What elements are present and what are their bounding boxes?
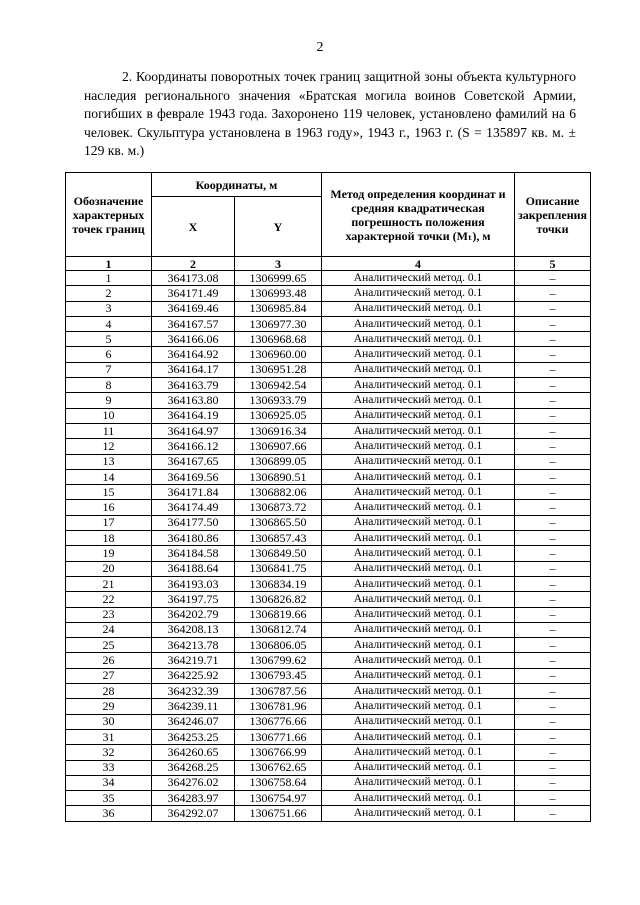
y-coordinate-cell: 1306751.66: [235, 806, 322, 821]
y-coordinate-cell: 1306907.66: [235, 439, 322, 454]
method-cell: Аналитический метод. 0.1: [322, 515, 515, 530]
y-coordinate-cell: 1306865.50: [235, 515, 322, 530]
table-row: [66, 546, 591, 561]
point-number-cell: 5: [66, 332, 152, 347]
point-number-cell: 1: [66, 271, 152, 286]
method-cell: Аналитический метод. 0.1: [322, 607, 515, 622]
method-cell: Аналитический метод. 0.1: [322, 347, 515, 362]
description-cell: –: [515, 684, 591, 699]
point-number-cell: 32: [66, 745, 152, 760]
y-coordinate-cell: 1306793.45: [235, 668, 322, 683]
point-number-cell: 13: [66, 454, 152, 469]
method-cell: Аналитический метод. 0.1: [322, 653, 515, 668]
description-cell: –: [515, 607, 591, 622]
table-row: [66, 500, 591, 515]
x-coordinate-cell: 364197.75: [152, 592, 235, 607]
table-row: [66, 271, 591, 286]
description-cell: –: [515, 638, 591, 653]
point-number-cell: 22: [66, 592, 152, 607]
header-method: Метод определения координат и средняя квадратическая погрешность положения характерной точки (Mₜ), м: [322, 173, 515, 257]
description-cell: –: [515, 668, 591, 683]
description-cell: –: [515, 576, 591, 591]
y-coordinate-cell: 1306841.75: [235, 561, 322, 576]
method-cell: Аналитический метод. 0.1: [322, 622, 515, 637]
table-row: [66, 699, 591, 714]
description-cell: –: [515, 760, 591, 775]
point-number-cell: 7: [66, 362, 152, 377]
method-cell: Аналитический метод. 0.1: [322, 301, 515, 316]
description-cell: –: [515, 485, 591, 500]
x-coordinate-cell: 364169.56: [152, 469, 235, 484]
method-cell: Аналитический метод. 0.1: [322, 714, 515, 729]
table-row: [66, 607, 591, 622]
y-coordinate-cell: 1306951.28: [235, 362, 322, 377]
point-number-cell: 14: [66, 469, 152, 484]
method-cell: Аналитический метод. 0.1: [322, 469, 515, 484]
table-row: [66, 485, 591, 500]
description-cell: –: [515, 791, 591, 806]
y-coordinate-cell: 1306819.66: [235, 607, 322, 622]
table-row: [66, 408, 591, 423]
point-number-cell: 34: [66, 775, 152, 790]
method-cell: Аналитический метод. 0.1: [322, 791, 515, 806]
x-coordinate-cell: 364283.97: [152, 791, 235, 806]
x-coordinate-cell: 364177.50: [152, 515, 235, 530]
x-coordinate-cell: 364163.80: [152, 393, 235, 408]
y-coordinate-cell: 1306916.34: [235, 423, 322, 438]
y-coordinate-cell: 1306849.50: [235, 546, 322, 561]
method-cell: Аналитический метод. 0.1: [322, 485, 515, 500]
x-coordinate-cell: 364202.79: [152, 607, 235, 622]
x-coordinate-cell: 364164.92: [152, 347, 235, 362]
header-x: X: [152, 197, 235, 257]
table-row: [66, 622, 591, 637]
x-coordinate-cell: 364166.06: [152, 332, 235, 347]
table-row: [66, 286, 591, 301]
description-cell: –: [515, 469, 591, 484]
header-description: Описание закрепления точки: [515, 173, 591, 257]
description-cell: –: [515, 745, 591, 760]
table-row: [66, 454, 591, 469]
point-number-cell: 30: [66, 714, 152, 729]
y-coordinate-cell: 1306857.43: [235, 531, 322, 546]
y-coordinate-cell: 1306899.05: [235, 454, 322, 469]
table-row: [66, 729, 591, 744]
x-coordinate-cell: 364164.17: [152, 362, 235, 377]
method-cell: Аналитический метод. 0.1: [322, 699, 515, 714]
description-cell: –: [515, 531, 591, 546]
y-coordinate-cell: 1306799.62: [235, 653, 322, 668]
method-cell: Аналитический метод. 0.1: [322, 561, 515, 576]
description-cell: –: [515, 714, 591, 729]
table-body: [66, 271, 591, 822]
description-cell: –: [515, 332, 591, 347]
point-number-cell: 20: [66, 561, 152, 576]
x-coordinate-cell: 364208.13: [152, 622, 235, 637]
y-coordinate-cell: 1306781.96: [235, 699, 322, 714]
y-coordinate-cell: 1306771.66: [235, 729, 322, 744]
header-y: Y: [235, 197, 322, 257]
y-coordinate-cell: 1306834.19: [235, 576, 322, 591]
point-number-cell: 15: [66, 485, 152, 500]
method-cell: Аналитический метод. 0.1: [322, 454, 515, 469]
point-number-cell: 3: [66, 301, 152, 316]
coordinates-table: [65, 172, 591, 822]
method-cell: Аналитический метод. 0.1: [322, 378, 515, 393]
x-coordinate-cell: 364292.07: [152, 806, 235, 821]
method-cell: Аналитический метод. 0.1: [322, 684, 515, 699]
y-coordinate-cell: 1306933.79: [235, 393, 322, 408]
y-coordinate-cell: 1306890.51: [235, 469, 322, 484]
x-coordinate-cell: 364169.46: [152, 301, 235, 316]
point-number-cell: 8: [66, 378, 152, 393]
table-row: [66, 760, 591, 775]
x-coordinate-cell: 364171.84: [152, 485, 235, 500]
description-cell: –: [515, 454, 591, 469]
point-number-cell: 33: [66, 760, 152, 775]
x-coordinate-cell: 364260.65: [152, 745, 235, 760]
table-row: [66, 531, 591, 546]
x-coordinate-cell: 364188.64: [152, 561, 235, 576]
point-number-cell: 35: [66, 791, 152, 806]
point-number-cell: 21: [66, 576, 152, 591]
point-number-cell: 31: [66, 729, 152, 744]
x-coordinate-cell: 364239.11: [152, 699, 235, 714]
point-number-cell: 19: [66, 546, 152, 561]
y-coordinate-cell: 1306960.00: [235, 347, 322, 362]
point-number-cell: 2: [66, 286, 152, 301]
y-coordinate-cell: 1306754.97: [235, 791, 322, 806]
y-coordinate-cell: 1306882.06: [235, 485, 322, 500]
header-designation: Обозначение характерных точек границ: [66, 173, 152, 257]
method-cell: Аналитический метод. 0.1: [322, 592, 515, 607]
description-cell: –: [515, 393, 591, 408]
method-cell: Аналитический метод. 0.1: [322, 500, 515, 515]
y-coordinate-cell: 1306942.54: [235, 378, 322, 393]
y-coordinate-cell: 1306968.68: [235, 332, 322, 347]
header-coordinates: Координаты, м: [152, 173, 322, 197]
x-coordinate-cell: 364219.71: [152, 653, 235, 668]
description-cell: –: [515, 699, 591, 714]
column-number: 2: [152, 257, 235, 271]
x-coordinate-cell: 364164.19: [152, 408, 235, 423]
y-coordinate-cell: 1306762.65: [235, 760, 322, 775]
y-coordinate-cell: 1306985.84: [235, 301, 322, 316]
table-row: [66, 515, 591, 530]
method-cell: Аналитический метод. 0.1: [322, 775, 515, 790]
table-row: [66, 668, 591, 683]
method-cell: Аналитический метод. 0.1: [322, 806, 515, 821]
table-row: [66, 791, 591, 806]
table-row: [66, 347, 591, 362]
x-coordinate-cell: 364163.79: [152, 378, 235, 393]
table-row: [66, 378, 591, 393]
table-row: [66, 638, 591, 653]
point-number-cell: 16: [66, 500, 152, 515]
table-row: [66, 806, 591, 821]
table-row: [66, 775, 591, 790]
point-number-cell: 23: [66, 607, 152, 622]
x-coordinate-cell: 364173.08: [152, 271, 235, 286]
point-number-cell: 10: [66, 408, 152, 423]
description-cell: –: [515, 286, 591, 301]
section-paragraph: 2. Координаты поворотных точек границ защитной зоны объекта культурного наследия регионального значения «Братская могила воинов Советской Армии, погибших в феврале 1943 года. Захоронено 119 человек, установлено фамилий на 6 человек. Скульптура установлена в 1963 году», 1943 г., 1963 г. (S = 135897 кв. м. ± 129 кв. м.): [84, 69, 576, 159]
y-coordinate-cell: 1306925.05: [235, 408, 322, 423]
method-cell: Аналитический метод. 0.1: [322, 423, 515, 438]
method-cell: Аналитический метод. 0.1: [322, 316, 515, 331]
description-cell: –: [515, 653, 591, 668]
description-cell: –: [515, 622, 591, 637]
x-coordinate-cell: 364167.57: [152, 316, 235, 331]
description-cell: –: [515, 378, 591, 393]
point-number-cell: 26: [66, 653, 152, 668]
x-coordinate-cell: 364276.02: [152, 775, 235, 790]
x-coordinate-cell: 364174.49: [152, 500, 235, 515]
description-cell: –: [515, 806, 591, 821]
method-cell: Аналитический метод. 0.1: [322, 760, 515, 775]
x-coordinate-cell: 364184.58: [152, 546, 235, 561]
table-row: [66, 561, 591, 576]
x-coordinate-cell: 364180.86: [152, 531, 235, 546]
method-cell: Аналитический метод. 0.1: [322, 286, 515, 301]
description-cell: –: [515, 347, 591, 362]
table-row: [66, 362, 591, 377]
x-coordinate-cell: 364232.39: [152, 684, 235, 699]
description-cell: –: [515, 592, 591, 607]
x-coordinate-cell: 364246.07: [152, 714, 235, 729]
method-cell: Аналитический метод. 0.1: [322, 729, 515, 744]
y-coordinate-cell: 1306787.56: [235, 684, 322, 699]
point-number-cell: 28: [66, 684, 152, 699]
method-cell: Аналитический метод. 0.1: [322, 393, 515, 408]
table-row: [66, 576, 591, 591]
column-number: 3: [235, 257, 322, 271]
description-cell: –: [515, 775, 591, 790]
x-coordinate-cell: 364171.49: [152, 286, 235, 301]
description-cell: –: [515, 729, 591, 744]
point-number-cell: 36: [66, 806, 152, 821]
description-cell: –: [515, 500, 591, 515]
description-cell: –: [515, 439, 591, 454]
method-cell: Аналитический метод. 0.1: [322, 576, 515, 591]
description-cell: –: [515, 271, 591, 286]
y-coordinate-cell: 1306826.82: [235, 592, 322, 607]
point-number-cell: 25: [66, 638, 152, 653]
method-cell: Аналитический метод. 0.1: [322, 668, 515, 683]
method-cell: Аналитический метод. 0.1: [322, 332, 515, 347]
table-row: [66, 439, 591, 454]
y-coordinate-cell: 1306806.05: [235, 638, 322, 653]
point-number-cell: 12: [66, 439, 152, 454]
method-cell: Аналитический метод. 0.1: [322, 745, 515, 760]
description-cell: –: [515, 408, 591, 423]
method-cell: Аналитический метод. 0.1: [322, 439, 515, 454]
x-coordinate-cell: 364225.92: [152, 668, 235, 683]
method-cell: Аналитический метод. 0.1: [322, 546, 515, 561]
table-row: [66, 684, 591, 699]
x-coordinate-cell: 364167.65: [152, 454, 235, 469]
table-row: [66, 653, 591, 668]
x-coordinate-cell: 364193.03: [152, 576, 235, 591]
point-number-cell: 24: [66, 622, 152, 637]
method-cell: Аналитический метод. 0.1: [322, 638, 515, 653]
y-coordinate-cell: 1306873.72: [235, 500, 322, 515]
y-coordinate-cell: 1306993.48: [235, 286, 322, 301]
description-cell: –: [515, 561, 591, 576]
description-cell: –: [515, 546, 591, 561]
table-row: [66, 301, 591, 316]
method-cell: Аналитический метод. 0.1: [322, 531, 515, 546]
point-number-cell: 9: [66, 393, 152, 408]
point-number-cell: 17: [66, 515, 152, 530]
x-coordinate-cell: 364268.25: [152, 760, 235, 775]
column-number: 1: [66, 257, 152, 271]
point-number-cell: 29: [66, 699, 152, 714]
method-cell: Аналитический метод. 0.1: [322, 362, 515, 377]
column-number: 5: [515, 257, 591, 271]
y-coordinate-cell: 1306758.64: [235, 775, 322, 790]
x-coordinate-cell: 364164.97: [152, 423, 235, 438]
method-cell: Аналитический метод. 0.1: [322, 271, 515, 286]
point-number-cell: 6: [66, 347, 152, 362]
x-coordinate-cell: 364166.12: [152, 439, 235, 454]
description-cell: –: [515, 316, 591, 331]
x-coordinate-cell: 364213.78: [152, 638, 235, 653]
y-coordinate-cell: 1306776.66: [235, 714, 322, 729]
description-cell: –: [515, 423, 591, 438]
table-row: [66, 469, 591, 484]
description-cell: –: [515, 362, 591, 377]
column-number: 4: [322, 257, 515, 271]
x-coordinate-cell: 364253.25: [152, 729, 235, 744]
point-number-cell: 27: [66, 668, 152, 683]
description-cell: –: [515, 515, 591, 530]
table-row: [66, 393, 591, 408]
point-number-cell: 11: [66, 423, 152, 438]
point-number-cell: 18: [66, 531, 152, 546]
y-coordinate-cell: 1306812.74: [235, 622, 322, 637]
description-cell: –: [515, 301, 591, 316]
table-row: [66, 745, 591, 760]
y-coordinate-cell: 1306766.99: [235, 745, 322, 760]
table-row: [66, 316, 591, 331]
table-row: [66, 423, 591, 438]
page-number: 2: [316, 40, 324, 55]
table-row: [66, 592, 591, 607]
table-row: [66, 332, 591, 347]
method-cell: Аналитический метод. 0.1: [322, 408, 515, 423]
table-row: [66, 714, 591, 729]
point-number-cell: 4: [66, 316, 152, 331]
y-coordinate-cell: 1306977.30: [235, 316, 322, 331]
y-coordinate-cell: 1306999.65: [235, 271, 322, 286]
